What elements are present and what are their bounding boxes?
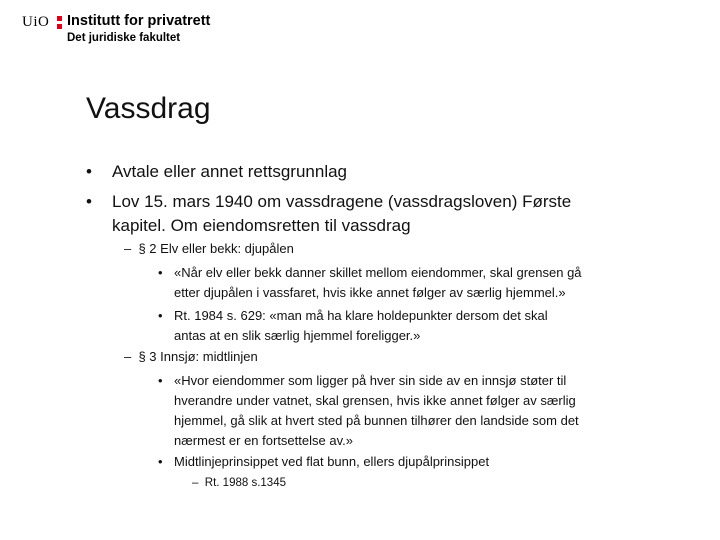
line: nærmest er en fortsettelse av.» bbox=[174, 433, 353, 448]
institute-name: Institutt for privatrett bbox=[67, 13, 211, 29]
bullet-dot-icon: • bbox=[86, 192, 92, 211]
line: «Når elv eller bekk danner skillet mellom eiendommer, skal grensen gå bbox=[174, 265, 582, 280]
sub-item-text: Rt. 1988 s.1345 bbox=[204, 477, 286, 489]
bullet-text: Lov 15. mars 1940 om vassdragene (vassdragsloven) Første bbox=[112, 192, 572, 211]
bullet-dot-icon: • bbox=[158, 373, 163, 388]
sub-item bbox=[124, 348, 258, 366]
slide-title: Vassdrag bbox=[86, 92, 211, 125]
line: «Hvor eiendommer som ligger på hver sin side av en innsjø støter til bbox=[174, 373, 567, 388]
line: Midtlinjeprinsippet ved flat bunn, ellers djupålprinsippet bbox=[174, 454, 490, 469]
line: etter djupålen i vassfaret, hvis ikke annet følger av særlig hjemmel.» bbox=[174, 285, 566, 300]
dash-icon: – bbox=[192, 477, 205, 489]
bullet-dot-icon: • bbox=[86, 162, 92, 181]
bullet-text: Avtale eller annet rettsgrunnlag bbox=[112, 162, 348, 181]
logo-colon-icon bbox=[57, 16, 62, 32]
sub-item-text: § 2 Elv eller bekk: djupålen bbox=[138, 241, 294, 256]
line: antas at en slik særlig hjemmel foreligger.» bbox=[174, 328, 421, 343]
bullet-dot-icon: • bbox=[158, 454, 163, 469]
line: hverandre under vatnet, skal grensen, hvis ikke annet følger av særlig bbox=[174, 393, 576, 408]
dash-icon: – bbox=[124, 349, 139, 364]
sub-item-text: § 3 Innsjø: midtlinjen bbox=[138, 349, 258, 364]
line: hjemmel, gå slik at hvert sted på bunnen tilhører den landside som det bbox=[174, 413, 579, 428]
dash-icon: – bbox=[124, 241, 139, 256]
uio-logo: UiO bbox=[22, 14, 50, 30]
bullet-text: kapitel. Om eiendomsretten til vassdrag bbox=[112, 216, 411, 235]
bullet-dot-icon: • bbox=[158, 265, 163, 280]
header bbox=[22, 12, 342, 48]
sub-item bbox=[124, 240, 294, 258]
sub-sub-sub-item bbox=[192, 475, 286, 491]
line: Rt. 1984 s. 629: «man må ha klare holdepunkter dersom det skal bbox=[174, 308, 548, 323]
faculty-name: Det juridiske fakultet bbox=[67, 32, 181, 44]
bullet-dot-icon: • bbox=[158, 308, 163, 323]
